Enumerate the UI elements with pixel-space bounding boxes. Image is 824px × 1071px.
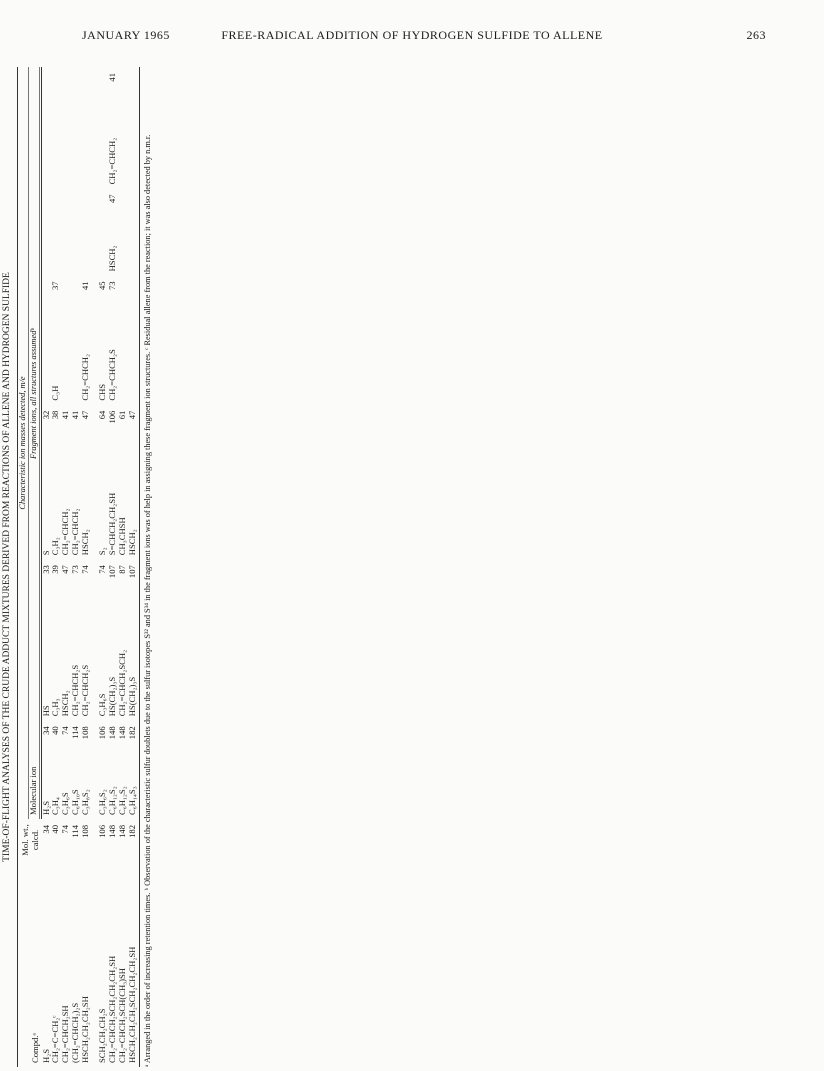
table2-cell — [61, 188, 71, 219]
table2-cell: 33 — [40, 565, 51, 574]
page-number: 263 — [746, 28, 766, 42]
table2-cell — [91, 219, 108, 275]
table2-cell — [128, 67, 140, 98]
table2-cell: 73 — [70, 565, 81, 574]
table2-cell: 73 — [106, 281, 117, 290]
table2-cell: 148 — [106, 726, 117, 740]
table2-cell: CH₂=CHCH₂SCH₂ — [116, 649, 127, 717]
table2-cell: HSCH₂ — [80, 529, 91, 556]
running-head-date: JANUARY 1965 — [82, 28, 170, 42]
table2-cell: 74 — [80, 565, 91, 574]
table2-cell: C₃H₃ — [50, 698, 61, 717]
table2-cell: 40 — [50, 825, 61, 834]
table2-cell — [71, 219, 81, 275]
table2-cell: 45 — [96, 281, 107, 290]
table2-row — [128, 67, 140, 1067]
table2-cell: CH₂=CHCH₂S — [70, 664, 81, 717]
table2-footnote: ᵃ Arranged in the order of increasing retention times. ᵇ Observation of the characteristic sulfur doublets due to the sulfur isotopes S³² and S³⁴ in the fragment ions was of help in assigning these fragment ion structures. ᶜ Residual allene from the reaction; it was also detected by n.m.r. — [143, 134, 153, 1067]
table2-cell — [51, 188, 61, 219]
table2-cell — [71, 275, 81, 306]
table2-cell: 182 — [128, 720, 140, 758]
table2-cell: 107 — [106, 565, 117, 579]
table2-cell: 148 — [106, 825, 117, 838]
table2-cell: CH₂=CHCH₂SCH(CH₃)SH — [116, 967, 127, 1063]
table2-row — [91, 67, 108, 1067]
table2-cell: CH₂=CHCH₂SH — [60, 1005, 71, 1063]
table2-cell: 74 — [60, 825, 71, 834]
table2-cell — [71, 98, 81, 189]
table2-cell: CH₂=CHCH₂ — [80, 354, 91, 401]
table2-cell: CHS — [96, 383, 107, 401]
table2-cell: 37 — [50, 281, 61, 290]
table2-cell: 47 — [128, 405, 140, 443]
table2 — [17, 67, 140, 1067]
table2-cell: 47 — [80, 410, 91, 420]
table2-cell: CH₂=CHCH₂SCH₂CH₂CH₂SH — [106, 955, 117, 1063]
table2-cell: 47 — [106, 194, 117, 204]
table2-cell: C₃H — [50, 385, 61, 401]
table2-row — [81, 67, 91, 1067]
table2-cell: 34 — [40, 726, 51, 735]
table2-cell — [91, 67, 108, 98]
table2-cell — [41, 67, 51, 98]
table2-cell — [91, 188, 108, 219]
rotated-tables — [0, 67, 478, 1067]
table2-title: TIME-OF-FLIGHT ANALYSES OF THE CRUDE ADDUCT MIXTURES DERIVED FROM REACTIONS OF ALLENE AND HYDROGEN SULFIDE — [2, 272, 13, 862]
table2-cell: 41 — [80, 281, 91, 290]
table2-cell: 106 — [106, 410, 117, 424]
table2-cell — [51, 67, 61, 98]
table2-cell: 74 — [60, 726, 71, 735]
table2-cell: 32 — [40, 410, 51, 420]
table2-cell: HSCH₂CH₂CH₂SCH₂CH₂CH₂SH — [128, 861, 140, 1067]
table2-cell — [51, 219, 61, 275]
table2-cell — [51, 98, 61, 189]
table2-cell — [91, 98, 108, 189]
table2-cell: 148 — [116, 825, 127, 838]
table2-cell: 41 — [60, 410, 71, 420]
table2-cell — [118, 98, 128, 189]
table2-cell — [128, 306, 140, 404]
table2-cell: C₆H₁₂S₂ — [116, 786, 127, 815]
table2-cell: 74 — [96, 565, 107, 574]
table2-cell — [128, 188, 140, 219]
table2-cell — [81, 67, 91, 98]
t2-sub-header: Fragment ions, all structures assumedᵇ — [28, 67, 39, 720]
table2-cell — [81, 188, 91, 219]
table2-cell: 106 — [96, 726, 107, 740]
table2-cell: 40 — [50, 726, 61, 735]
table2-cell: HSCH₂ — [128, 443, 140, 560]
table2-body — [41, 67, 140, 1067]
table2-cell: 108 — [80, 825, 91, 838]
table2-cell — [61, 306, 71, 404]
table2-cell: HSCH₂ — [106, 245, 117, 272]
table2-cell: 64 — [96, 410, 107, 420]
table2-cell: C₃H₆S — [60, 792, 71, 815]
table2-cell: H₂S — [40, 801, 51, 815]
table2-cell — [128, 98, 140, 189]
table2-cell: 39 — [50, 565, 61, 574]
table2-cell: 41 — [70, 410, 81, 420]
table2-cell: CH₂=CHCH₂S — [80, 664, 91, 717]
table2-cell — [128, 275, 140, 306]
table2-cell: CH₂=CHCH₂ — [106, 137, 117, 185]
table2-cell: 61 — [116, 410, 127, 420]
table2-cell: S₂ — [96, 547, 107, 556]
table2-cell — [41, 188, 51, 219]
table2-cell: C₆H₁₄S₃ — [128, 758, 140, 819]
table2-cell — [61, 219, 71, 275]
t2-head-molwt: Mol. wt., calcd. — [18, 819, 42, 861]
t2-head-molion: Molecular ion — [28, 720, 39, 819]
table2-cell: S=CHCH₂CH₂SH — [106, 492, 117, 556]
table2-cell: HSCH₂ — [60, 690, 71, 717]
table2-cell — [41, 219, 51, 275]
table2-cell: CH₃CHSH — [116, 517, 127, 556]
table2-cell: 41 — [106, 73, 117, 82]
table2-cell: 106 — [96, 825, 107, 838]
table2-cell — [61, 98, 71, 189]
table2-cell: HSCH₂CH₂CH₂SH — [80, 996, 91, 1063]
table2-cell: 87 — [116, 565, 127, 574]
table2-cell: HS(CH₂)₃S — [106, 676, 117, 717]
table2-cell: 47 — [60, 565, 71, 574]
table2-cell: 182 — [128, 819, 140, 861]
table2-cell: S — [40, 550, 51, 556]
table2-cell — [81, 219, 91, 275]
table2-cell — [118, 306, 128, 404]
table2-cell — [81, 98, 91, 189]
t2-span-header: Characteristic ion masses detected, m/e — [18, 67, 29, 819]
table2-cell — [128, 219, 140, 275]
table2-cell: 34 — [40, 825, 51, 834]
table2-cell: (CH₂=CHCH₂)₂S — [70, 1002, 81, 1063]
table2-cell: C₆H₁₀S — [70, 789, 81, 815]
table2-cell: C₃H₆S₂ — [96, 789, 107, 815]
table2-cell: C₃H₈S₂ — [80, 789, 91, 815]
table2-cell: SCH₂CH₂CH₂S — [96, 1008, 107, 1063]
t2-head-compd: Compd.ᵃ — [18, 861, 42, 1067]
table2-cell: C₃H₆S — [96, 693, 107, 717]
table2-cell: C₆H₁₂S₂ — [106, 786, 117, 815]
table2-cell — [118, 67, 128, 98]
table2-cell — [61, 67, 71, 98]
table2-cell — [118, 275, 128, 306]
table2-footnotes — [143, 67, 153, 1067]
table2-cell: CH₂=CHCH₂S — [106, 349, 117, 401]
table2-cell — [61, 275, 71, 306]
table2-cell: C₃H₄ — [50, 797, 61, 815]
table2-cell: 38 — [50, 410, 61, 420]
running-head-title: FREE-RADICAL ADDITION OF HYDROGEN SULFIDE TO ALLENE — [221, 28, 603, 42]
table2-cell: H₂S — [40, 1049, 51, 1063]
table2-cell: 107 — [128, 559, 140, 597]
table2-cell: CH₂=CHCH₂ — [60, 508, 71, 556]
table2-cell — [118, 219, 128, 275]
table2-cell: 108 — [80, 726, 91, 740]
table2-cell: HS — [40, 705, 51, 717]
table2-cell: HS(CH₂)₃S — [128, 597, 140, 720]
table2-cell — [41, 98, 51, 189]
table2-cell: CH₂=C=CH₂ᶜ — [50, 1015, 61, 1063]
table2-cell — [118, 188, 128, 219]
table2-cell: 114 — [70, 726, 81, 739]
table2-cell — [71, 188, 81, 219]
table2-cell: 114 — [70, 825, 81, 838]
table2-cell: C₃H₂ — [50, 537, 61, 556]
table2-cell — [71, 67, 81, 98]
table2-cell: 148 — [116, 726, 127, 740]
table2-cell: CH₂=CHCH₂ — [70, 508, 81, 556]
